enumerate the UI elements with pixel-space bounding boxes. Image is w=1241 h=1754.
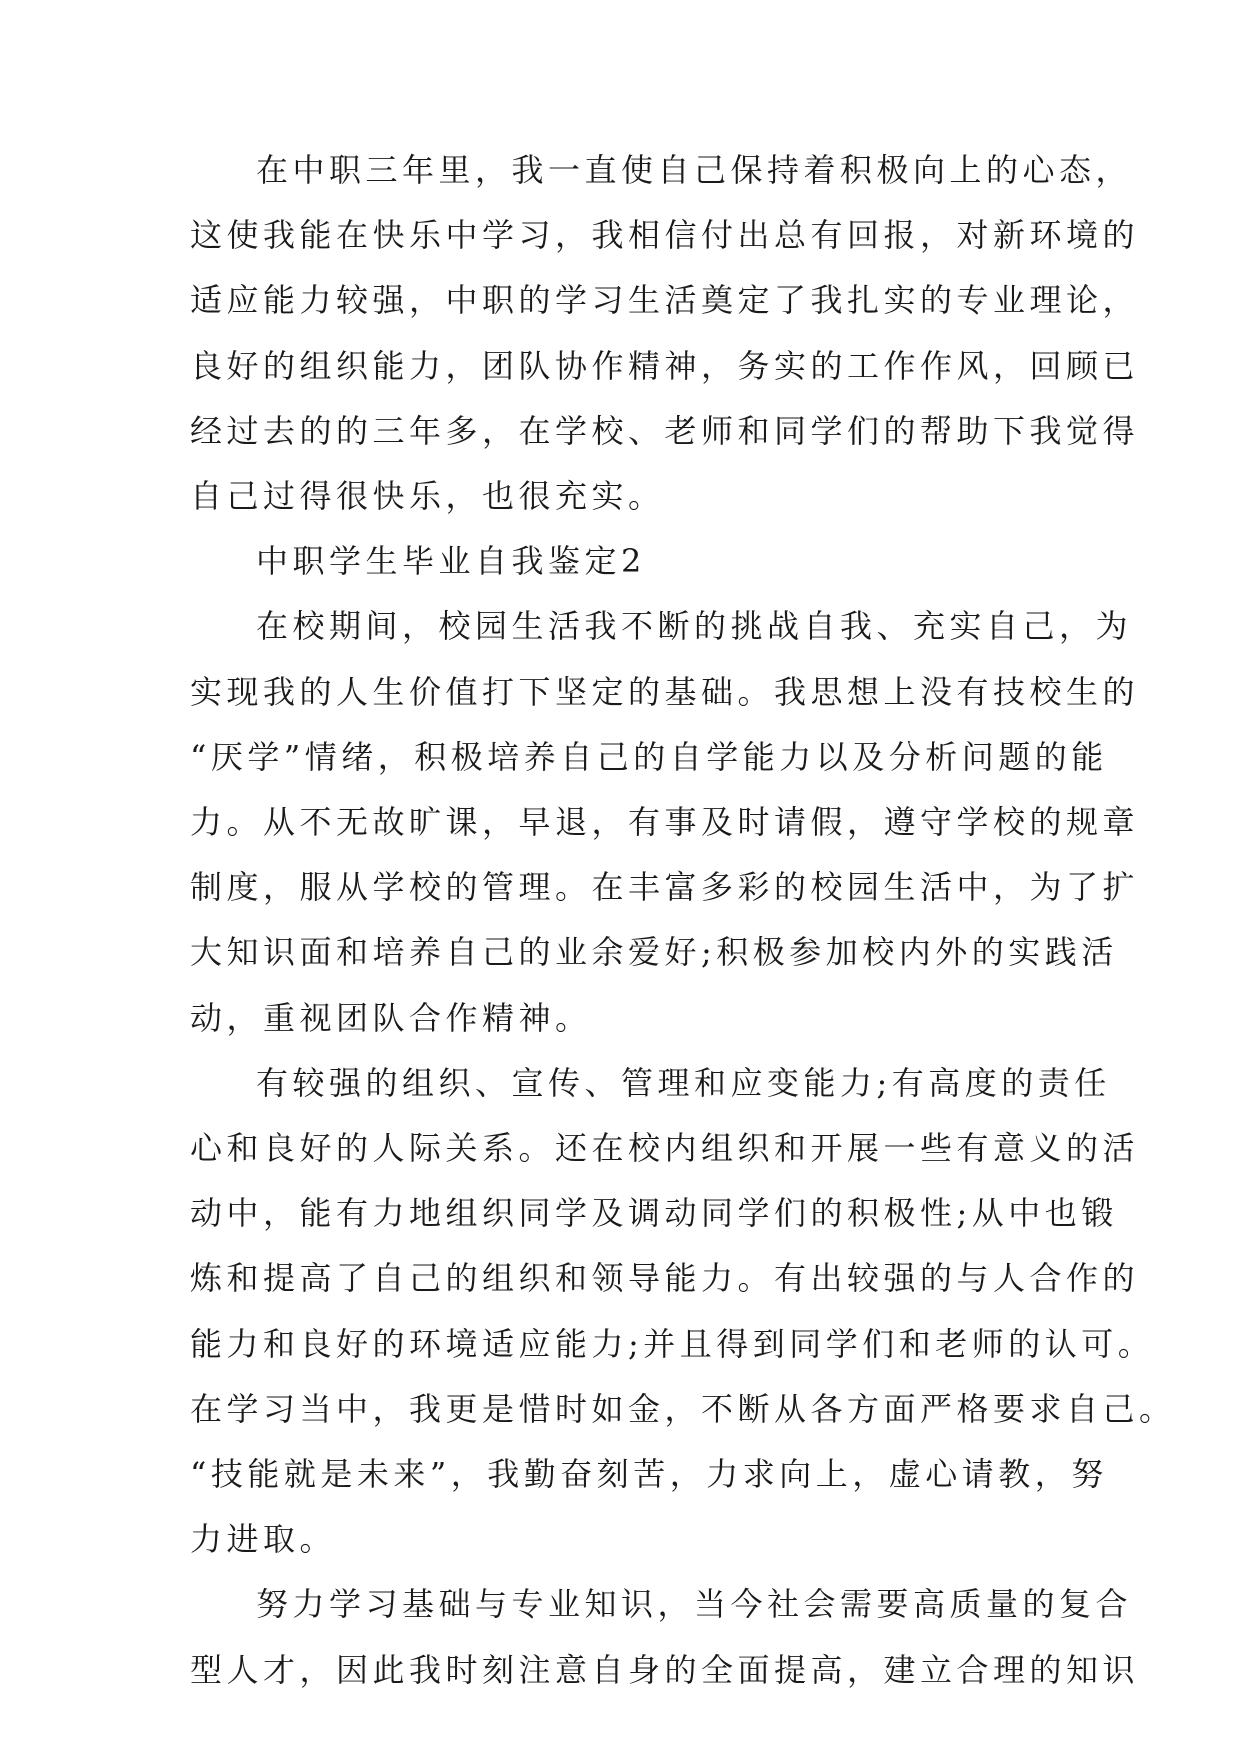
paragraph-4-line-1: 努力学习基础与专业知识，当今社会需要高质量的复合	[256, 1585, 1133, 1623]
section-heading: 中职学生毕业自我鉴定2	[256, 542, 646, 580]
paragraph-1-line-3: 适应能力较强，中职的学习生活奠定了我扎实的专业理论，	[190, 281, 1140, 319]
paragraph-1-line-5: 经过去的的三年多，在学校、老师和同学们的帮助下我觉得	[190, 412, 1140, 450]
paragraph-3-line-3: 动中，能有力地组织同学及调动同学们的积极性;从中也锻	[190, 1194, 1118, 1232]
paragraph-3-line-7: “技能就是未来”，我勤奋刻苦，力求向上，虚心请教，努	[190, 1455, 1108, 1493]
paragraph-3-line-1: 有较强的组织、宣传、管理和应变能力;有高度的责任	[256, 1064, 1111, 1102]
paragraph-2-line-3: “厌学”情绪，积极培养自己的自学能力以及分析问题的能	[190, 738, 1108, 776]
paragraph-2-line-1: 在校期间，校园生活我不断的挑战自我、充实自己，为	[256, 607, 1133, 645]
paragraph-3-line-8: 力进取。	[190, 1520, 337, 1558]
paragraph-1-line-2: 这使我能在快乐中学习，我相信付出总有回报，对新环境的	[190, 216, 1140, 254]
paragraph-4-line-2: 型人才，因此我时刻注意自身的全面提高，建立合理的知识	[190, 1651, 1140, 1689]
paragraph-1-line-6: 自己过得很快乐，也很充实。	[190, 477, 665, 515]
paragraph-3-line-5: 能力和良好的环境适应能力;并且得到同学们和老师的认可。	[190, 1325, 1155, 1363]
paragraph-3-line-6: 在学习当中，我更是惜时如金，不断从各方面严格要求自己。	[190, 1390, 1176, 1428]
paragraph-2-line-6: 大知识面和培养自己的业余爱好;积极参加校内外的实践活	[190, 933, 1118, 971]
paragraph-2-line-5: 制度，服从学校的管理。在丰富多彩的校园生活中，为了扩	[190, 868, 1140, 906]
paragraph-2-line-2: 实现我的人生价值打下坚定的基础。我思想上没有技校生的	[190, 673, 1140, 711]
paragraph-1-line-1: 在中职三年里，我一直使自己保持着积极向上的心态，	[256, 151, 1133, 189]
paragraph-2-line-4: 力。从不无故旷课，早退，有事及时请假，遵守学校的规章	[190, 803, 1140, 841]
paragraph-2-line-7: 动，重视团队合作精神。	[190, 999, 592, 1037]
paragraph-3-line-2: 心和良好的人际关系。还在校内组织和开展一些有意义的活	[190, 1129, 1140, 1167]
paragraph-3-line-4: 炼和提高了自己的组织和领导能力。有出较强的与人合作的	[190, 1259, 1140, 1297]
paragraph-1-line-4: 良好的组织能力，团队协作精神，务实的工作作风，回顾已	[190, 347, 1140, 385]
